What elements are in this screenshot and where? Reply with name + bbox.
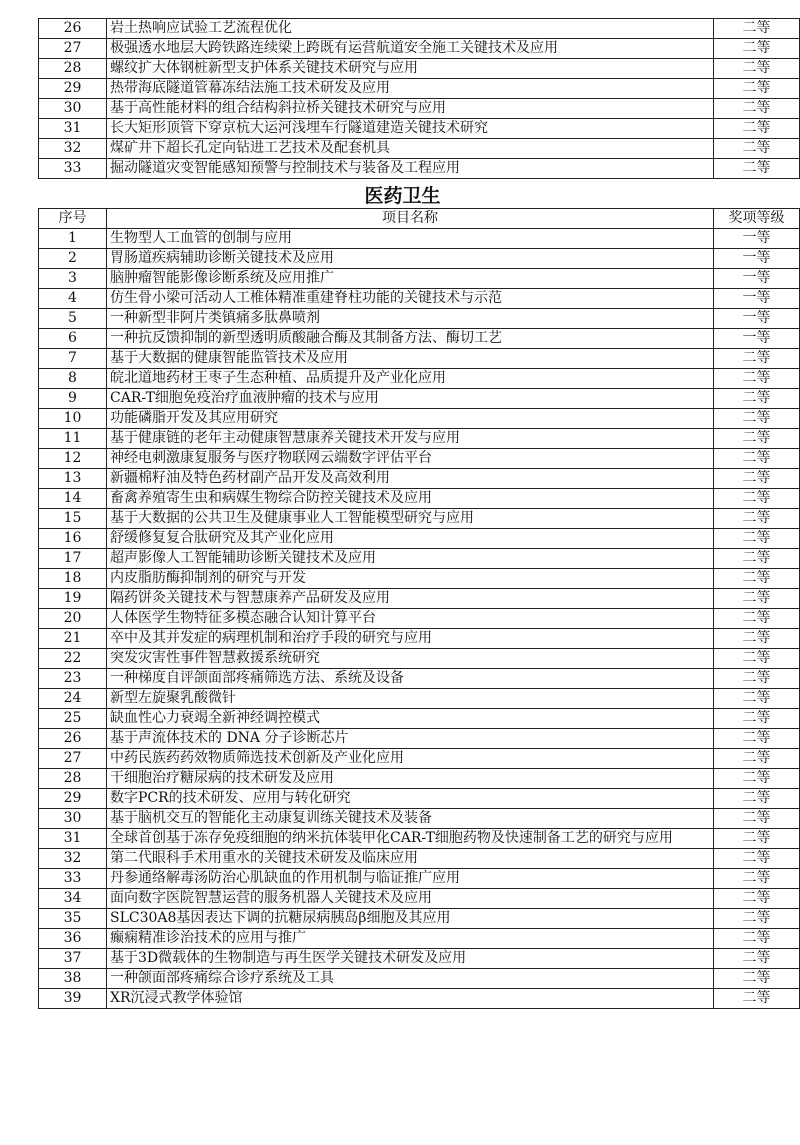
row-number: 17 xyxy=(39,549,107,569)
award-grade: 二等 xyxy=(714,449,800,469)
award-grade: 二等 xyxy=(714,909,800,929)
project-name: SLC30A8基因表达下调的抗糖尿病胰岛β细胞及其应用 xyxy=(107,909,714,929)
table-row xyxy=(39,969,800,989)
project-name: 隔药饼灸关键技术与智慧康养产品研发及应用 xyxy=(107,589,714,609)
project-name: 缺血性心力衰竭全新神经调控模式 xyxy=(107,709,714,729)
project-name: 极强透水地层大跨铁路连续梁上跨既有运营航道安全施工关键技术及应用 xyxy=(107,39,714,59)
row-number: 10 xyxy=(39,409,107,429)
row-number: 34 xyxy=(39,889,107,909)
table-row xyxy=(39,689,800,709)
project-name: 第二代眼科手术用重水的关键技术研发及临床应用 xyxy=(107,849,714,869)
table-row xyxy=(39,489,800,509)
project-name: 一种抗反馈抑制的新型透明质酸融合酶及其制备方法、酶切工艺 xyxy=(107,329,714,349)
project-name: 人体医学生物特征多模态融合认知计算平台 xyxy=(107,609,714,629)
table-row xyxy=(39,829,800,849)
row-number: 8 xyxy=(39,369,107,389)
award-grade: 一等 xyxy=(714,269,800,289)
header-grade: 奖项等级 xyxy=(714,209,800,229)
table-row xyxy=(39,569,800,589)
award-grade: 二等 xyxy=(714,669,800,689)
award-grade: 二等 xyxy=(714,749,800,769)
table-row xyxy=(39,349,800,369)
row-number: 22 xyxy=(39,649,107,669)
row-number: 13 xyxy=(39,469,107,489)
project-name: 基于高性能材料的组合结构斜拉桥关键技术研究与应用 xyxy=(107,99,714,119)
table-row xyxy=(39,119,800,139)
table-row xyxy=(39,449,800,469)
project-name: 新疆棉籽油及特色药材副产品开发及高效利用 xyxy=(107,469,714,489)
award-grade: 二等 xyxy=(714,79,800,99)
project-name: 热带海底隧道管幕冻结法施工技术研发及应用 xyxy=(107,79,714,99)
award-grade: 二等 xyxy=(714,369,800,389)
project-name: 长大矩形顶管下穿京杭大运河浅埋车行隧道建造关键技术研究 xyxy=(107,119,714,139)
section-title: 医药卫生 xyxy=(364,185,441,207)
project-name: 基于大数据的公共卫生及健康事业人工智能模型研究与应用 xyxy=(107,509,714,529)
table-row xyxy=(39,729,800,749)
row-number: 23 xyxy=(39,669,107,689)
table-row xyxy=(39,99,800,119)
award-grade: 二等 xyxy=(714,389,800,409)
award-grade: 二等 xyxy=(714,409,800,429)
project-name: 干细胞治疗糖尿病的技术研发及应用 xyxy=(107,769,714,789)
project-name: 基于大数据的健康智能监管技术及应用 xyxy=(107,349,714,369)
row-number: 6 xyxy=(39,329,107,349)
table-row xyxy=(39,909,800,929)
row-number: 27 xyxy=(39,749,107,769)
row-number: 3 xyxy=(39,269,107,289)
row-number: 4 xyxy=(39,289,107,309)
project-name: 面向数字医院智慧运营的服务机器人关键技术及应用 xyxy=(107,889,714,909)
table-row xyxy=(39,949,800,969)
award-grade: 二等 xyxy=(714,159,800,179)
row-number: 35 xyxy=(39,909,107,929)
row-number: 20 xyxy=(39,609,107,629)
award-grade: 二等 xyxy=(714,349,800,369)
award-grade: 二等 xyxy=(714,969,800,989)
table-row xyxy=(39,989,800,1009)
table-row xyxy=(39,469,800,489)
row-number: 12 xyxy=(39,449,107,469)
award-grade: 二等 xyxy=(714,589,800,609)
award-grade: 二等 xyxy=(714,989,800,1009)
table-row xyxy=(39,269,800,289)
table-row xyxy=(39,789,800,809)
table-row xyxy=(39,869,800,889)
award-grade: 二等 xyxy=(714,709,800,729)
row-number: 9 xyxy=(39,389,107,409)
row-number: 30 xyxy=(39,99,107,119)
medical-table-body xyxy=(39,229,800,1009)
row-number: 1 xyxy=(39,229,107,249)
header-no: 序号 xyxy=(39,209,107,229)
table-row xyxy=(39,889,800,909)
row-number: 26 xyxy=(39,19,107,39)
project-name: 基于脑机交互的智能化主动康复训练关键技术及装备 xyxy=(107,809,714,829)
project-name: 一种梯度自评颌面部疼痛筛选方法、系统及设备 xyxy=(107,669,714,689)
project-name: 螺纹扩大体钢桩新型支护体系关键技术研究与应用 xyxy=(107,59,714,79)
award-grade: 二等 xyxy=(714,469,800,489)
table-row xyxy=(39,649,800,669)
award-grade: 二等 xyxy=(714,829,800,849)
continuation-table xyxy=(38,18,800,179)
project-name: 一种颌面部疼痛综合诊疗系统及工具 xyxy=(107,969,714,989)
row-number: 14 xyxy=(39,489,107,509)
project-name: 基于健康链的老年主动健康智慧康养关键技术开发与应用 xyxy=(107,429,714,449)
award-grade: 二等 xyxy=(714,629,800,649)
project-name: 畜禽养殖寄生虫和病媒生物综合防控关键技术及应用 xyxy=(107,489,714,509)
award-grade: 二等 xyxy=(714,489,800,509)
project-name: 丹参通络解毒汤防治心肌缺血的作用机制与临证推广应用 xyxy=(107,869,714,889)
award-grade: 二等 xyxy=(714,529,800,549)
row-number: 25 xyxy=(39,709,107,729)
award-grade: 二等 xyxy=(714,649,800,669)
row-number: 27 xyxy=(39,39,107,59)
row-number: 33 xyxy=(39,869,107,889)
award-grade: 二等 xyxy=(714,929,800,949)
project-name: 卒中及其并发症的病理机制和治疗手段的研究与应用 xyxy=(107,629,714,649)
row-number: 39 xyxy=(39,989,107,1009)
table-row xyxy=(39,669,800,689)
row-number: 31 xyxy=(39,829,107,849)
row-number: 32 xyxy=(39,849,107,869)
project-name: 生物型人工血管的创制与应用 xyxy=(107,229,714,249)
award-grade: 一等 xyxy=(714,229,800,249)
continuation-table-body xyxy=(39,19,800,179)
row-number: 26 xyxy=(39,729,107,749)
project-name: 煤矿井下超长孔定向钻进工艺技术及配套机具 xyxy=(107,139,714,159)
award-grade: 二等 xyxy=(714,39,800,59)
table-row xyxy=(39,409,800,429)
project-name: 基于3D微载体的生物制造与再生医学关键技术研发及应用 xyxy=(107,949,714,969)
project-name: 皖北道地药材王枣子生态种植、品质提升及产业化应用 xyxy=(107,369,714,389)
project-name: 数字PCR的技术研发、应用与转化研究 xyxy=(107,789,714,809)
project-name: 内皮脂肪酶抑制剂的研究与开发 xyxy=(107,569,714,589)
project-name: 胃肠道疾病辅助诊断关键技术及应用 xyxy=(107,249,714,269)
award-grade: 二等 xyxy=(714,609,800,629)
table-row xyxy=(39,529,800,549)
table-row xyxy=(39,929,800,949)
row-number: 28 xyxy=(39,769,107,789)
table-header-row xyxy=(39,209,800,229)
row-number: 37 xyxy=(39,949,107,969)
row-number: 19 xyxy=(39,589,107,609)
row-number: 15 xyxy=(39,509,107,529)
award-grade: 一等 xyxy=(714,329,800,349)
project-name: 脑肿瘤智能影像诊断系统及应用推广 xyxy=(107,269,714,289)
award-grade: 一等 xyxy=(714,249,800,269)
project-name: 功能磷脂开发及其应用研究 xyxy=(107,409,714,429)
row-number: 21 xyxy=(39,629,107,649)
project-name: CAR-T细胞免疫治疗血液肿瘤的技术与应用 xyxy=(107,389,714,409)
award-grade: 二等 xyxy=(714,59,800,79)
table-row xyxy=(39,229,800,249)
row-number: 29 xyxy=(39,79,107,99)
table-row xyxy=(39,709,800,729)
medical-table xyxy=(38,208,800,1009)
table-row xyxy=(39,589,800,609)
row-number: 36 xyxy=(39,929,107,949)
table-row xyxy=(39,549,800,569)
award-grade: 二等 xyxy=(714,19,800,39)
table-row xyxy=(39,429,800,449)
project-name: 中药民族药药效物质筛选技术创新及产业化应用 xyxy=(107,749,714,769)
project-name: XR沉浸式教学体验馆 xyxy=(107,989,714,1009)
row-number: 18 xyxy=(39,569,107,589)
project-name: 掘动隧道灾变智能感知预警与控制技术与装备及工程应用 xyxy=(107,159,714,179)
project-name: 仿生骨小梁可活动人工椎体精准重建脊柱功能的关键技术与示范 xyxy=(107,289,714,309)
table-row xyxy=(39,39,800,59)
award-grade: 二等 xyxy=(714,509,800,529)
project-name: 癫痫精准诊治技术的应用与推广 xyxy=(107,929,714,949)
table-row xyxy=(39,289,800,309)
table-row xyxy=(39,79,800,99)
table-row xyxy=(39,249,800,269)
table-row xyxy=(39,329,800,349)
project-name: 超声影像人工智能辅助诊断关键技术及应用 xyxy=(107,549,714,569)
award-grade: 二等 xyxy=(714,789,800,809)
project-name: 全球首创基于冻存免疫细胞的纳米抗体装甲化CAR-T细胞药物及快速制备工艺的研究与应用 xyxy=(107,829,714,849)
project-name: 舒缓修复复合肽研究及其产业化应用 xyxy=(107,529,714,549)
award-grade: 二等 xyxy=(714,849,800,869)
award-grade: 二等 xyxy=(714,729,800,749)
table-row xyxy=(39,19,800,39)
project-name: 一种新型非阿片类镇痛多肽鼻喷剂 xyxy=(107,309,714,329)
table-row xyxy=(39,849,800,869)
project-name: 突发灾害性事件智慧救援系统研究 xyxy=(107,649,714,669)
table-row xyxy=(39,309,800,329)
header-name: 项目名称 xyxy=(107,209,714,229)
table-row xyxy=(39,59,800,79)
row-number: 16 xyxy=(39,529,107,549)
table-row xyxy=(39,139,800,159)
table-row xyxy=(39,769,800,789)
award-grade: 二等 xyxy=(714,889,800,909)
row-number: 28 xyxy=(39,59,107,79)
row-number: 33 xyxy=(39,159,107,179)
row-number: 38 xyxy=(39,969,107,989)
award-grade: 二等 xyxy=(714,429,800,449)
table-row xyxy=(39,509,800,529)
award-grade: 二等 xyxy=(714,119,800,139)
table-row xyxy=(39,389,800,409)
award-grade: 一等 xyxy=(714,309,800,329)
award-grade: 一等 xyxy=(714,289,800,309)
award-grade: 二等 xyxy=(714,549,800,569)
row-number: 2 xyxy=(39,249,107,269)
row-number: 31 xyxy=(39,119,107,139)
project-name: 新型左旋聚乳酸微针 xyxy=(107,689,714,709)
award-grade: 二等 xyxy=(714,689,800,709)
award-grade: 二等 xyxy=(714,869,800,889)
award-grade: 二等 xyxy=(714,949,800,969)
project-name: 神经电刺激康复服务与医疗物联网云端数字评估平台 xyxy=(107,449,714,469)
row-number: 7 xyxy=(39,349,107,369)
project-name: 基于声流体技术的 DNA 分子诊断芯片 xyxy=(107,729,714,749)
table-row xyxy=(39,629,800,649)
row-number: 5 xyxy=(39,309,107,329)
award-grade: 二等 xyxy=(714,569,800,589)
row-number: 30 xyxy=(39,809,107,829)
row-number: 32 xyxy=(39,139,107,159)
row-number: 24 xyxy=(39,689,107,709)
table-row xyxy=(39,159,800,179)
table-row xyxy=(39,809,800,829)
award-grade: 二等 xyxy=(714,769,800,789)
award-grade: 二等 xyxy=(714,139,800,159)
project-name: 岩土热响应试验工艺流程优化 xyxy=(107,19,714,39)
award-grade: 二等 xyxy=(714,99,800,119)
award-grade: 二等 xyxy=(714,809,800,829)
row-number: 29 xyxy=(39,789,107,809)
table-row xyxy=(39,369,800,389)
table-row xyxy=(39,749,800,769)
row-number: 11 xyxy=(39,429,107,449)
table-row xyxy=(39,609,800,629)
